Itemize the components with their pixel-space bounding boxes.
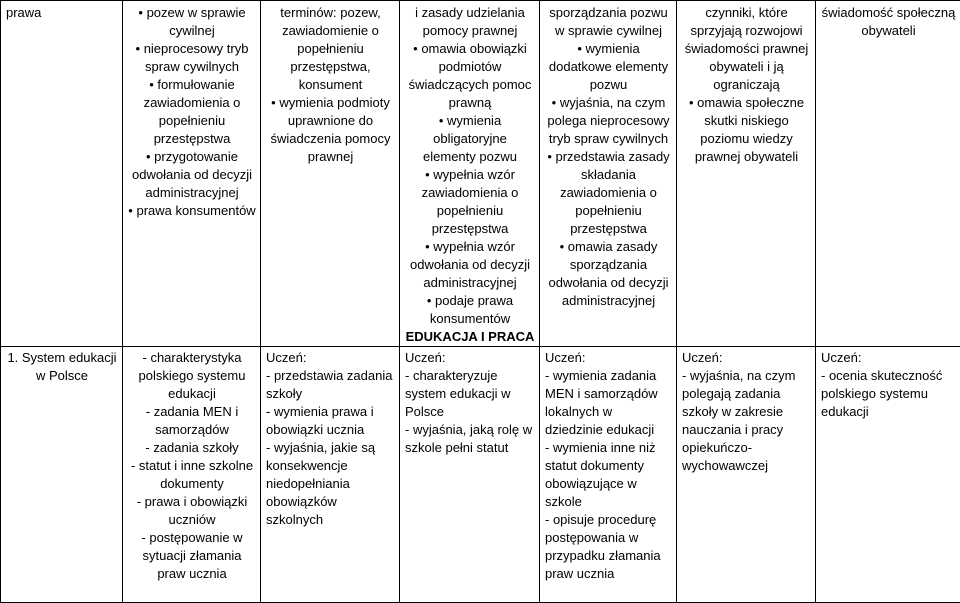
bullet-item: • omawia społeczne skutki niskiego poziomu wiedzy prawnej obywateli [682, 94, 811, 166]
cell-text: - wymienia prawa i obowiązki ucznia [266, 403, 395, 439]
row2-col4 [400, 347, 540, 603]
cell-text: prawa [6, 4, 118, 22]
cell-text: świadomość społeczną obywateli [821, 4, 956, 40]
row1-col5 [540, 1, 677, 347]
cell-text: Uczeń: [682, 349, 811, 367]
bullet-item: • omawia zasady sporządzania odwołania od decyzji administracyjnej [545, 238, 672, 310]
cell-text: - wymienia inne niż statut dokumenty obowiązujące w szkole [545, 439, 672, 511]
row2-col6 [677, 347, 816, 603]
cell-text: - charakteryzuje system edukacji w Polsce [405, 367, 535, 421]
bullet-item: • prawa konsumentów [128, 202, 256, 220]
row2-col2 [123, 347, 261, 603]
row2-col5 [540, 347, 677, 603]
bullet-item: • wymienia dodatkowe elementy pozwu [545, 40, 672, 94]
cell-text: Uczeń: [266, 349, 395, 367]
row2-col1 [1, 347, 123, 603]
row2-col7 [816, 347, 960, 603]
bullet-item: • pozew w sprawie cywilnej [128, 4, 256, 40]
cell-text: Uczeń: [821, 349, 956, 367]
bullet-item: • formułowanie zawiadomienia o popełnieniu przestępstwa [128, 76, 256, 148]
table-row [1, 347, 960, 603]
cell-text: - zadania MEN i samorządów [128, 403, 256, 439]
cell-text: - wyjaśnia, na czym polegają zadania szkoły w zakresie nauczania i pracy opiekuńczo-wychowawczej [682, 367, 811, 475]
cell-text: i zasady udzielania pomocy prawnej [405, 4, 535, 40]
bullet-item: • podaje prawa konsumentów [405, 292, 535, 328]
cell-text: - wyjaśnia, jakie są konsekwencje niedopełniania obowiązków szkolnych [266, 439, 395, 529]
bullet-item: • przygotowanie odwołania od decyzji administracyjnej [128, 148, 256, 202]
bullet-item: • przedstawia zasady składania zawiadomienia o popełnieniu przestępstwa [545, 148, 672, 238]
cell-text: - prawa i obowiązki uczniów [128, 493, 256, 529]
cell-text: - statut i inne szkolne dokumenty [128, 457, 256, 493]
bullet-item: • wypełnia wzór zawiadomienia o popełnieniu przestępstwa [405, 166, 535, 238]
table-row [1, 1, 960, 347]
row1-col2 [123, 1, 261, 347]
bullet-item: • wyjaśnia, na czym polega nieprocesowy tryb spraw cywilnych [545, 94, 672, 148]
bullet-item: • wypełnia wzór odwołania od decyzji administracyjnej [405, 238, 535, 292]
row1-col7 [816, 1, 960, 347]
cell-text: - zadania szkoły [128, 439, 256, 457]
bullet-item: • wymienia obligatoryjne elementy pozwu [405, 112, 535, 166]
row1-col6 [677, 1, 816, 347]
cell-text: Uczeń: [405, 349, 535, 367]
row1-col4 [400, 1, 540, 347]
cell-text: terminów: pozew, zawiadomienie o popełnieniu przestępstwa, konsument [266, 4, 395, 94]
bullet-item: • omawia obowiązki podmiotów świadczących pomoc prawną [405, 40, 535, 112]
cell-text: - przedstawia zadania szkoły [266, 367, 395, 403]
cell-text: sporządzania pozwu w sprawie cywilnej [545, 4, 672, 40]
bullet-item: • nieprocesowy tryb spraw cywilnych [128, 40, 256, 76]
row1-col1 [1, 1, 123, 347]
bullet-item: • wymienia podmioty uprawnione do świadczenia pomocy prawnej [266, 94, 395, 166]
cell-text: - wymienia zadania MEN i samorządów lokalnych w dziedzinie edukacji [545, 367, 672, 439]
cell-text: - wyjaśnia, jaką rolę w szkole pełni statut [405, 421, 535, 457]
row1-col3 [261, 1, 400, 347]
row1-col4-items [405, 4, 535, 328]
section-heading: EDUKACJA I PRACA [405, 328, 535, 346]
cell-text: - ocenia skuteczność polskiego systemu edukacji [821, 367, 956, 421]
cell-text: 1. System edukacji w Polsce [6, 349, 118, 385]
cell-text: - charakterystyka polskiego systemu edukacji [128, 349, 256, 403]
cell-text: Uczeń: [545, 349, 672, 367]
cell-text: - opisuje procedurę postępowania w przypadku złamania praw ucznia [545, 511, 672, 583]
cell-text: czynniki, które sprzyjają rozwojowi świadomości prawnej obywateli i ją ograniczają [682, 4, 811, 94]
row2-col3 [261, 347, 400, 603]
cell-text: - postępowanie w sytuacji złamania praw ucznia [128, 529, 256, 583]
